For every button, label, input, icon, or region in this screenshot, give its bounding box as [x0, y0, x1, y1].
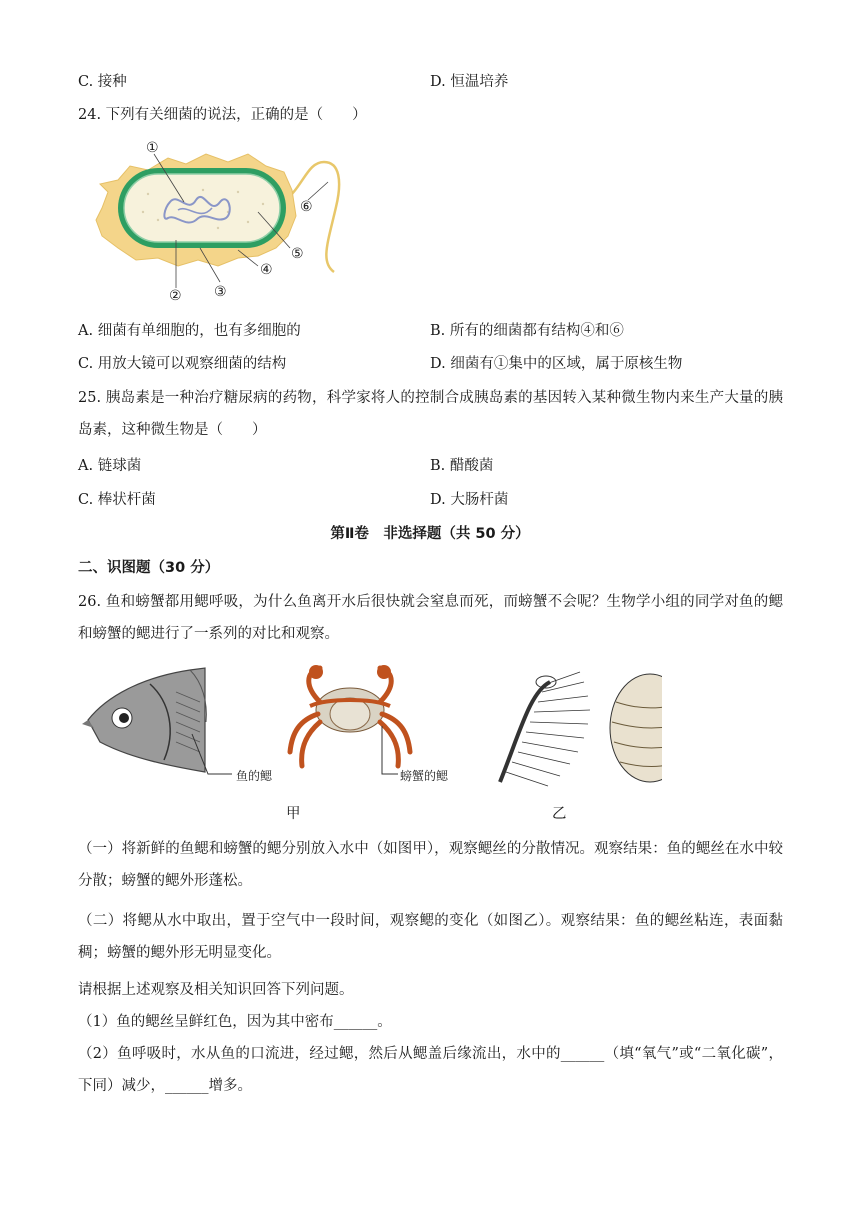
fish-head-illustration — [82, 668, 206, 772]
fish-gill-label: 鱼的鳃 — [236, 769, 273, 783]
q24-option-c: C. 用放大镜可以观察细菌的结构 — [78, 356, 287, 372]
fish-gill-dried-illustration — [500, 672, 590, 786]
cell-membrane — [124, 174, 280, 242]
q25-option-a: A. 链球菌 — [78, 458, 142, 474]
q26-prompt: 请根据上述观察及相关知识回答下列问题。 — [78, 982, 354, 998]
gill-figure — [80, 662, 670, 802]
bacteria-diagram — [88, 132, 358, 308]
figure-label-yi: 乙 — [552, 806, 567, 822]
section-heading: 二、识图题（30 分） — [78, 560, 220, 576]
label-1: ① — [146, 140, 159, 156]
figure-label-jia: 甲 — [286, 806, 301, 822]
crab-illustration — [290, 665, 410, 766]
q26-subquestion-1: （1）鱼的鳃丝呈鲜红色，因为其中密布______。 — [78, 1014, 392, 1030]
q25-stem: 25. 胰岛素是一种治疗糖尿病的药物，科学家将人的控制合成胰岛素的基因转入某种微生物内来生产大量的胰岛素，这种微生物是（ ） — [78, 390, 783, 438]
q26-observation-2: （二）将鳃从水中取出，置于空气中一段时间，观察鳃的变化（如图乙）。观察结果：鱼的鳃丝粘连，表面黏稠；螃蟹的鳃外形无明显变化。 — [78, 913, 783, 961]
q23-option-d: D. 恒温培养 — [430, 74, 509, 90]
q24-option-b: B. 所有的细菌都有结构④和⑥ — [430, 323, 624, 339]
q24-option-a: A. 细菌有单细胞的，也有多细胞的 — [78, 323, 301, 339]
label-6: ⑥ — [300, 199, 313, 215]
q26-stem: 26. 鱼和螃蟹都用鳃呼吸，为什么鱼离开水后很快就会窒息而死，而螃蟹不会呢？生物学小组的同学对鱼的鳃和螃蟹的鳃进行了一系列的对比和观察。 — [78, 594, 783, 642]
q25-option-c: C. 棒状杆菌 — [78, 492, 156, 508]
label-3: ③ — [214, 284, 227, 300]
q26-subquestion-2: （2）鱼呼吸时，水从鱼的口流进，经过鳃，然后从鳃盖后缘流出，水中的______（填“氧气”或“二氧化碳”，下同）减少，______增多。 — [78, 1046, 783, 1094]
q24-option-d: D. 细菌有①集中的区域，属于原核生物 — [430, 356, 683, 372]
section-title: 第Ⅱ卷 非选择题（共 50 分） — [330, 526, 530, 542]
q25-option-d: D. 大肠杆菌 — [430, 492, 509, 508]
crab-gill-dried-illustration — [610, 674, 670, 782]
q24-stem: 24. 下列有关细菌的说法，正确的是（ ） — [78, 107, 367, 123]
q26-observation-1: （一）将新鲜的鱼鳃和螃蟹的鳃分别放入水中（如图甲），观察鳃丝的分散情况。观察结果：鱼的鳃丝在水中较分散；螃蟹的鳃外形蓬松。 — [78, 841, 783, 889]
label-4: ④ — [260, 262, 273, 278]
q25-option-b: B. 醋酸菌 — [430, 458, 494, 474]
label-2: ② — [169, 288, 182, 304]
label-5: ⑤ — [291, 246, 304, 262]
q23-option-c: C. 接种 — [78, 74, 127, 90]
crab-gill-label: 螃蟹的鳃 — [400, 769, 449, 783]
